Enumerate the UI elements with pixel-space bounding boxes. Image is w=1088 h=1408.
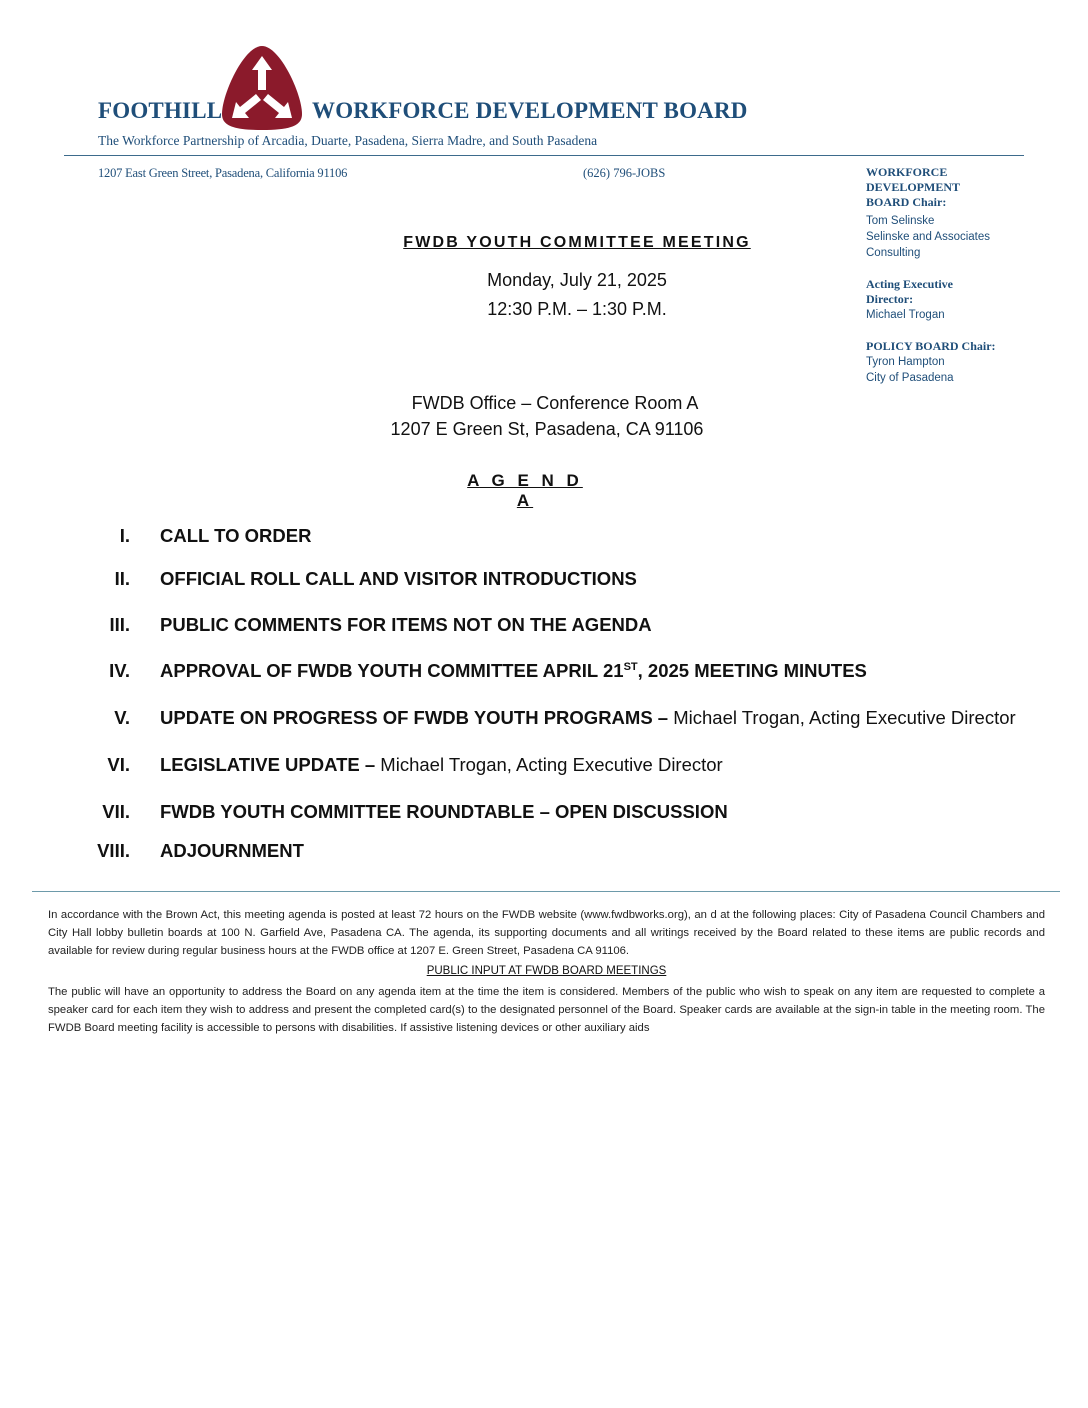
agenda-item [80, 660, 1080, 686]
agenda-item-number: II. [114, 568, 130, 589]
agenda-item-number: VI. [107, 754, 130, 775]
public-input-notice: The public will have an opportunity to address the Board on any agenda item at the time the item is considered. Members of the public who wish to speak on any item are requested to complete a speaker card for each item they wish to address and present the completed card(s) to the designated personnel of the Board. Speaker cards are available at the sign-in table in the meeting room. The FWDB Board meeting facility is accessible to persons with disabilities. If assistive listening devices or other auxiliary aids [48, 986, 1045, 1034]
agenda-item [80, 568, 1080, 594]
wdb-chair-org-2: Consulting [866, 247, 921, 259]
meeting-time: 12:30 P.M. – 1:30 P.M. [487, 299, 667, 319]
brown-act-notice: In accordance with the Brown Act, this meeting agenda is posted at least 72 hours on the FWDB website (www.fwdbworks.org), an d at the following places: City of Pasadena Council Chambers and City Hall lobby bulletin boards at 100 N. Garfield Ave, Pasadena CA. The agenda, its supporting documents and all writings received by the Board related to these items are public records and available for review during regular business hours at the FWDB office at 1207 E. Green Street, Pasadena CA 91106. [48, 909, 1045, 957]
agenda-item-label-group [160, 707, 1016, 729]
wdb-chair-block [866, 165, 1026, 261]
agenda-item-number: I. [119, 525, 130, 546]
agenda-item-label [160, 660, 867, 682]
meeting-date: Monday, July 21, 2025 [487, 270, 667, 290]
agenda-item-label: PUBLIC COMMENTS FOR ITEMS NOT ON THE AGENDA [160, 614, 652, 635]
header-divider [64, 155, 1024, 156]
wdb-chair-heading-2: DEVELOPMENT [866, 180, 961, 194]
acting-ed-block [866, 277, 1026, 323]
agenda-item-label: ADJOURNMENT [160, 840, 304, 861]
agenda-item-label-post: , 2025 MEETING MINUTES [637, 660, 867, 681]
meeting-location-room: FWDB Office – Conference Room A [411, 393, 699, 413]
meeting-location-address: 1207 E Green St, Pasadena, CA 91106 [390, 419, 704, 439]
agenda-item-label: OFFICIAL ROLL CALL AND VISITOR INTRODUCTIONS [160, 568, 637, 589]
agenda-item-number: V. [114, 707, 130, 728]
agenda-item-presenter: Michael Trogan, Acting Executive Director [375, 754, 723, 775]
agenda-heading: A G E N D A [467, 471, 583, 510]
agenda-item-label: FWDB YOUTH COMMITTEE ROUNDTABLE – OPEN DISCUSSION [160, 801, 728, 822]
acting-ed-name: Michael Trogan [866, 309, 945, 321]
policy-chair-heading: POLICY BOARD Chair: [866, 339, 996, 353]
agenda-item-number: III. [109, 614, 130, 635]
agenda-item-presenter: Michael Trogan, Acting Executive Director [668, 707, 1016, 728]
agenda-item-number: VIII. [97, 840, 130, 861]
agenda-item [80, 614, 1080, 640]
agenda-item [80, 707, 1080, 733]
acting-ed-heading-2: Director: [866, 292, 914, 306]
org-address: 1207 East Green Street, Pasadena, California 91106 [98, 166, 348, 180]
footer-divider [32, 891, 1060, 892]
policy-chair-org: City of Pasadena [866, 372, 954, 384]
org-tagline: The Workforce Partnership of Arcadia, Duarte, Pasadena, Sierra Madre, and South Pasadena [98, 133, 598, 148]
agenda-item [80, 801, 1080, 827]
fwdb-logo-icon [214, 44, 310, 132]
agenda-item-label-group [160, 754, 723, 776]
wdb-chair-heading-1: WORKFORCE [866, 165, 948, 179]
agenda-item [80, 754, 1080, 780]
agenda-item-label: LEGISLATIVE UPDATE – [160, 754, 376, 775]
wdb-chair-name: Tom Selinske [866, 215, 935, 227]
meeting-title: FWDB YOUTH COMMITTEE MEETING [403, 234, 751, 251]
policy-chair-block [866, 339, 1026, 386]
agenda-item-label: CALL TO ORDER [160, 525, 312, 546]
board-sidebar [866, 165, 1026, 402]
public-input-heading: PUBLIC INPUT AT FWDB BOARD MEETINGS [426, 965, 667, 977]
acting-ed-heading-1: Acting Executive [866, 277, 953, 291]
agenda-item [80, 525, 1080, 551]
org-phone: (626) 796-JOBS [583, 166, 666, 180]
policy-chair-name: Tyron Hampton [866, 356, 945, 368]
agenda-item-label-sup: ST [623, 660, 638, 673]
wdb-chair-heading-3: BOARD Chair: [866, 195, 947, 209]
agenda-item-label-pre: APPROVAL OF FWDB YOUTH COMMITTEE APRIL 21 [160, 660, 624, 681]
agenda-item-label: UPDATE ON PROGRESS OF FWDB YOUTH PROGRAMS – [160, 707, 669, 728]
org-name-right: WORKFORCE DEVELOPMENT BOARD [312, 98, 748, 123]
wdb-chair-org-1: Selinske and Associates [866, 231, 991, 243]
agenda-item-number: IV. [109, 660, 130, 681]
agenda-item [80, 840, 1080, 866]
org-name-left: FOOTHILL [98, 98, 223, 123]
agenda-item-number: VII. [102, 801, 130, 822]
